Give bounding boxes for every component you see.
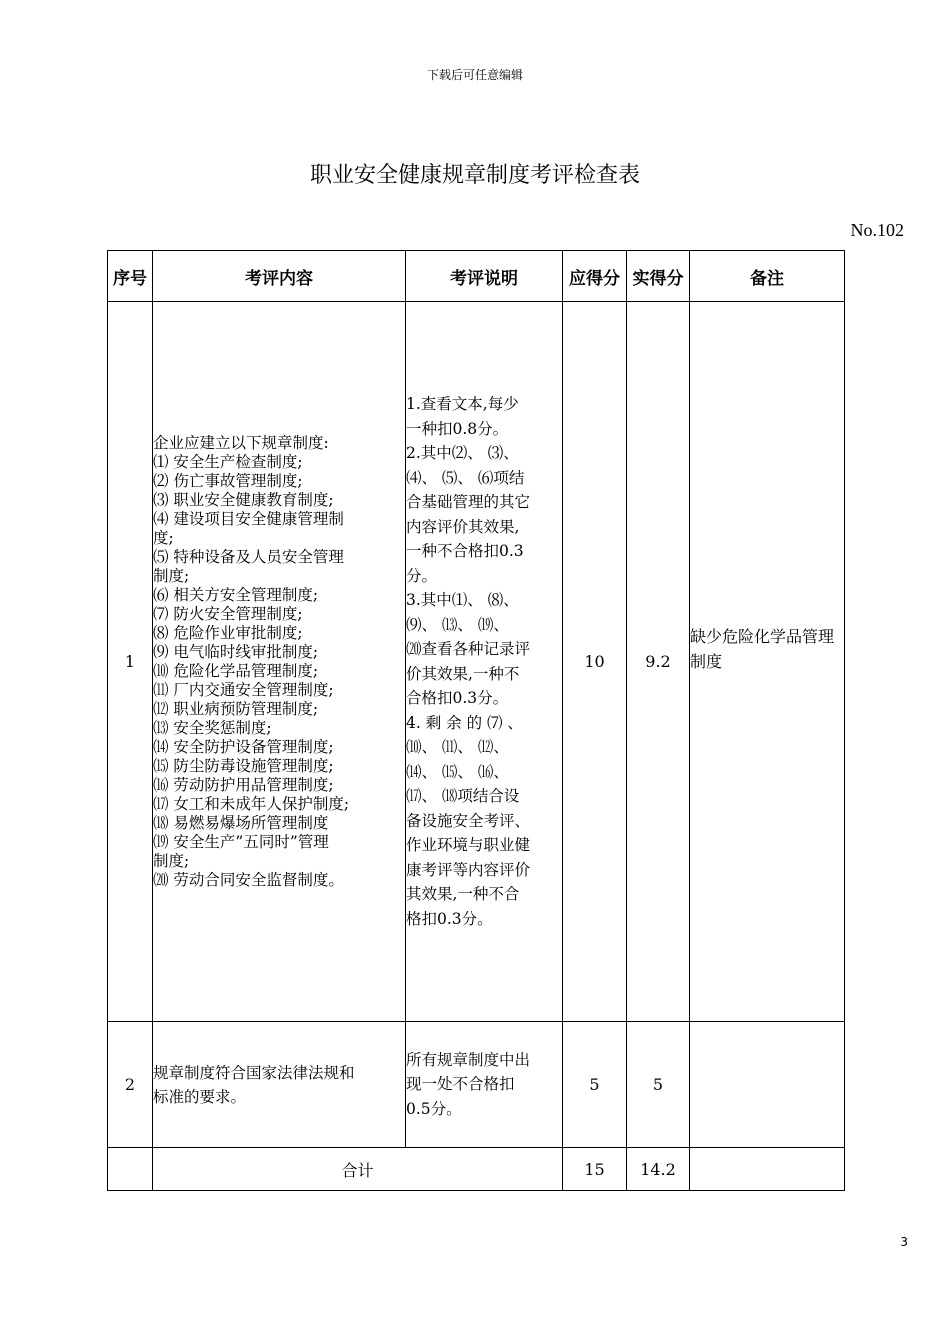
text-line: ⑹ 相关方安全管理制度; [153,585,319,604]
row-actual-score: 5 [627,1022,690,1148]
evaluation-table [107,250,845,1191]
text-line: 0.5分。 [406,1099,462,1118]
text-line: 理制度 [690,626,835,671]
row-content [153,302,406,1022]
text-line: 企业应建立以下规章制度: [153,433,329,452]
text-line: ⒀ 安全奖惩制度; [153,718,272,737]
text-line: ⒆ 安全生产”五同时”管理 [153,832,329,851]
text-line: 一种不合格扣0.3 [406,542,524,560]
text-line: 2.其中⑵、 ⑶、 [406,444,519,462]
text-line: ⒁、 ⒂、 ⒃、 [406,762,509,781]
total-index-empty [108,1148,153,1191]
text-line: ⑿ 职业病预防管理制度; [153,699,319,718]
page-title: 职业安全健康规章制度考评检查表 [309,163,640,188]
text-line: 合格扣0.3分。 [406,689,509,707]
text-line: 康考评等内容评价 [406,860,531,879]
table-row [108,1022,845,1148]
row-content [153,1022,406,1148]
text-line: ⒁ 安全防护设备管理制度; [153,737,334,756]
column-header-actual-score: 实得分 [627,251,690,302]
row-index: 1 [108,302,153,1022]
text-line: 1.查看文本,每少 [406,395,519,413]
text-line: 作业环境与职业健 [406,836,531,854]
row-should-score: 5 [563,1022,627,1148]
page-number: 3 [900,1235,908,1249]
text-line: 合基础管理的其它 [406,493,531,511]
text-line: 3.其中⑴、 ⑻、 [406,591,519,609]
text-line: 所有规章制度中出 [406,1050,531,1069]
total-actual-score: 14.2 [627,1148,690,1191]
text-line: ⒇查看各种记录评 [406,640,531,658]
table-row [108,302,845,1022]
column-header-should-score: 应得分 [563,251,627,302]
row-remark [690,1022,845,1148]
text-line: ⑻ 危险作业审批制度; [153,623,303,642]
text-line: ⑷、 ⑸、 ⑹项结 [406,468,525,487]
text-line: ⑷ 建设项目安全健康管理制 [153,509,344,528]
row-remark [690,302,845,1022]
text-line: ⑾ 厂内交通安全管理制度; [153,680,334,699]
text-line: ⒇ 劳动合同安全监督制度。 [153,870,344,889]
row-should-score: 10 [563,302,627,1022]
row-description [406,302,563,1022]
text-line: ⒅ 易燃易爆场所管理制度 [153,813,329,832]
text-line: ⒃ 劳动防护用品管理制度; [153,775,334,794]
text-line: 格扣0.3分。 [406,909,493,928]
row-description [406,1022,563,1148]
text-line: ⑼ 电气临时线审批制度; [153,642,319,661]
text-line: ⑸ 特种设备及人员安全管理 [153,547,344,566]
column-header-description: 考评说明 [406,251,563,302]
text-line: 现一处不合格扣 [406,1075,515,1094]
text-line: 4. 剩 余 的 ⑺ 、 [406,713,523,732]
text-line: ⒄、 ⒅项结合设 [406,787,520,805]
column-header-remark: 备注 [690,251,845,302]
row-index: 2 [108,1022,153,1148]
total-remark-empty [690,1148,845,1191]
text-line: ⒄ 女工和未成年人保护制度; [153,794,350,813]
text-line: ⑴ 安全生产检查制度; [153,452,303,471]
text-line: 备设施安全考评、 [406,811,531,830]
column-header-index: 序号 [108,251,153,302]
text-line: 缺少危险化学品管 [690,626,819,646]
text-line: 价其效果,一种不 [406,664,520,683]
total-label: 合计 [153,1148,563,1191]
total-row [108,1148,845,1191]
header-note: 下载后可任意编辑 [426,68,523,82]
text-line: 标准的要求。 [153,1087,247,1106]
text-line: 制度; [153,566,190,585]
text-line: 规章制度符合国家法律法规和 [153,1063,355,1082]
column-header-content: 考评内容 [153,251,406,302]
text-line: 制度; [153,851,190,870]
row-actual-score: 9.2 [627,302,690,1022]
text-line: ⑼、 ⒀、 ⒆、 [406,615,509,634]
text-line: ⑽ 危险化学品管理制度; [153,661,319,680]
text-line: ⑶ 职业安全健康教育制度; [153,490,334,509]
text-line: 一种扣0.8分。 [406,419,509,438]
text-line: 内容评价其效果, [406,517,520,536]
document-number: No.102 [850,220,904,240]
text-line: 分。 [406,566,438,585]
table-header-row [108,251,845,302]
text-line: ⑵ 伤亡事故管理制度; [153,471,303,490]
text-line: ⑺ 防火安全管理制度; [153,604,303,623]
total-should-score: 15 [563,1148,627,1191]
text-line: ⒂ 防尘防毒设施管理制度; [153,756,334,775]
text-line: 度; [153,528,174,547]
text-line: ⑽、 ⑾、 ⑿、 [406,738,509,756]
text-line: 其效果,一种不合 [406,885,520,903]
